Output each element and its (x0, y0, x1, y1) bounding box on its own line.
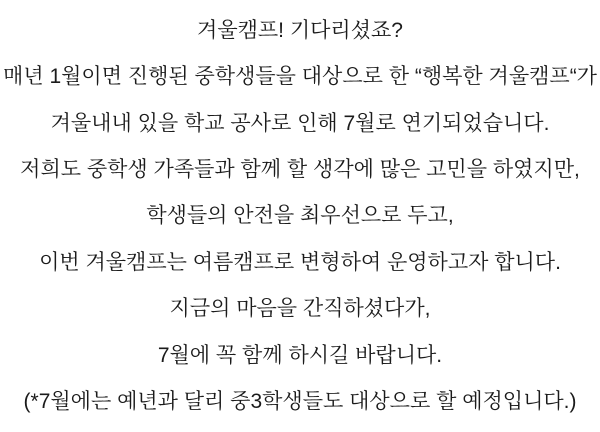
notice-line: 학생들의 안전을 최우선으로 두고, (146, 204, 454, 228)
notice-line: 겨울내내 있을 학교 공사로 인해 7월로 연기되었습니다. (50, 111, 550, 135)
notice-footnote-line: (*7월에는 예년과 달리 중3학생들도 대상으로 할 예정입니다.) (23, 390, 577, 414)
notice-line: 이번 겨울캠프는 여름캠프로 변형하여 운영하고자 합니다. (39, 250, 561, 274)
notice-line: 지금의 마음을 간직하셨다가, (169, 297, 431, 321)
notice-line: 7월에 꼭 함께 하시길 바랍니다. (157, 343, 443, 367)
notice-line: 저희도 중학생 가족들과 함께 할 생각에 많은 고민을 하였지만, (20, 157, 580, 181)
notice-title-line: 겨울캠프! 기다리셨죠? (197, 18, 403, 42)
notice-line: 매년 1월이면 진행된 중학생들을 대상으로 한 “행복한 겨울캠프“가 (3, 65, 597, 89)
